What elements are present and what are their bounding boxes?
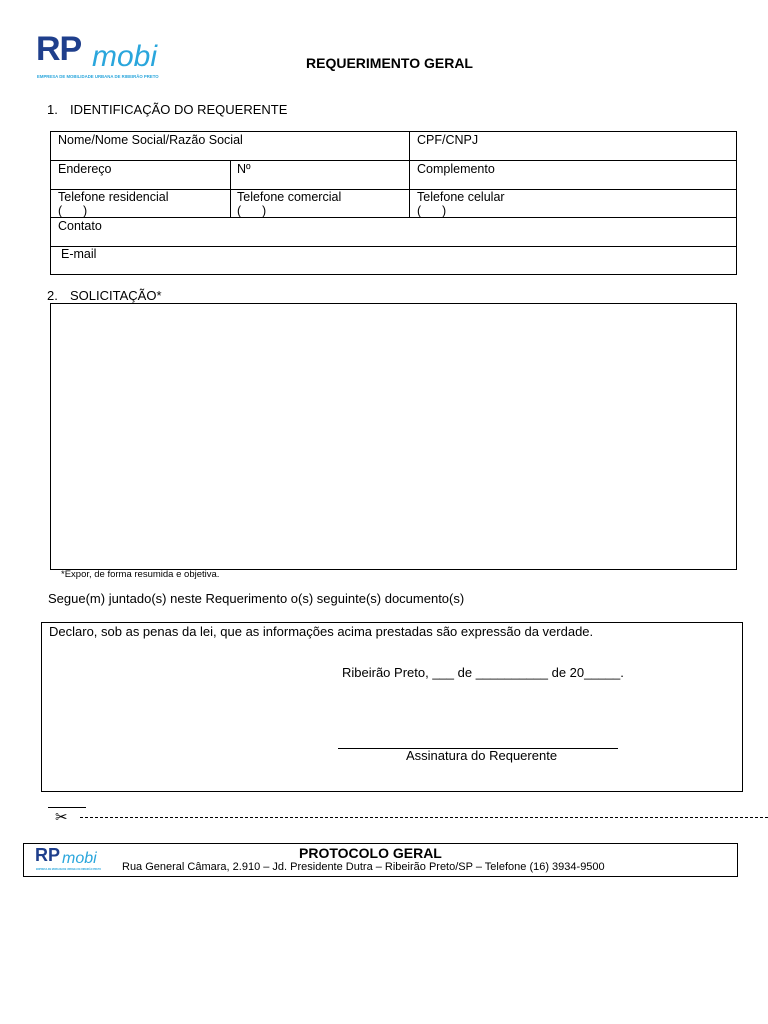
section1-heading: IDENTIFICAÇÃO DO REQUERENTE	[70, 102, 288, 117]
ddd-residencial: ( )	[58, 204, 88, 218]
document-title: REQUERIMENTO GERAL	[306, 55, 473, 71]
solicitacao-box[interactable]	[50, 303, 737, 570]
identification-table	[50, 131, 737, 275]
section2-heading: SOLICITAÇÃO*	[70, 288, 162, 303]
row-divider	[51, 217, 736, 218]
signature-label: Assinatura do Requerente	[406, 748, 558, 763]
ddd-comercial: ( )	[237, 204, 267, 218]
row-divider	[51, 246, 736, 247]
section1-number: 1.	[47, 102, 58, 117]
field-email[interactable]: E-mail	[61, 247, 97, 261]
row-divider	[51, 160, 736, 161]
field-endereco[interactable]: Endereço	[58, 162, 112, 176]
protocol-logo-tagline: EMPRESA DE MOBILIDADE URBANA DE RIBEIRÃO PRETO	[36, 869, 101, 871]
field-telefone-residencial[interactable]: Telefone residencial	[58, 190, 169, 204]
field-contato[interactable]: Contato	[58, 219, 102, 233]
dashed-cut-line	[80, 817, 768, 818]
protocol-logo-rp: RP	[35, 845, 61, 865]
cut-line-short	[48, 807, 86, 808]
protocol-address: Rua General Câmara, 2.910 – Jd. Presidente Dutra – Ribeirão Preto/SP – Telefone (16) 3934-9500	[122, 861, 605, 873]
col-divider	[409, 132, 410, 217]
field-telefone-celular[interactable]: Telefone celular	[417, 190, 505, 204]
protocol-logo-mobi: mobi	[62, 850, 97, 867]
field-telefone-comercial[interactable]: Telefone comercial	[237, 190, 342, 204]
section2-number: 2.	[47, 288, 58, 303]
solicitacao-footnote: *Expor, de forma resumida e objetiva.	[61, 569, 220, 580]
col-divider	[230, 160, 231, 217]
field-nome[interactable]: Nome/Nome Social/Razão Social	[58, 133, 243, 147]
logo-rp-text: RP	[36, 30, 82, 68]
declaration-text: Declaro, sob as penas da lei, que as informações acima prestadas são expressão da verdade.	[49, 624, 594, 639]
protocol-box	[23, 843, 738, 877]
field-cpf-cnpj[interactable]: CPF/CNPJ	[417, 133, 479, 147]
scissors-icon: ✂	[55, 809, 68, 826]
declaration-box	[41, 622, 743, 792]
date-line[interactable]: Ribeirão Preto, ___ de __________ de 20_____.	[342, 665, 624, 680]
ddd-celular: ( )	[417, 204, 447, 218]
protocol-title: PROTOCOLO GERAL	[299, 845, 442, 861]
field-numero[interactable]: Nº	[237, 162, 251, 176]
field-complemento[interactable]: Complemento	[417, 162, 495, 176]
logo-mobi-text: mobi	[92, 40, 158, 73]
documents-line: Segue(m) juntado(s) neste Requerimento o(s) seguinte(s) documento(s)	[48, 591, 465, 606]
logo-tagline: EMPRESA DE MOBILIDADE URBANA DE RIBEIRÃO PRETO	[37, 74, 159, 79]
